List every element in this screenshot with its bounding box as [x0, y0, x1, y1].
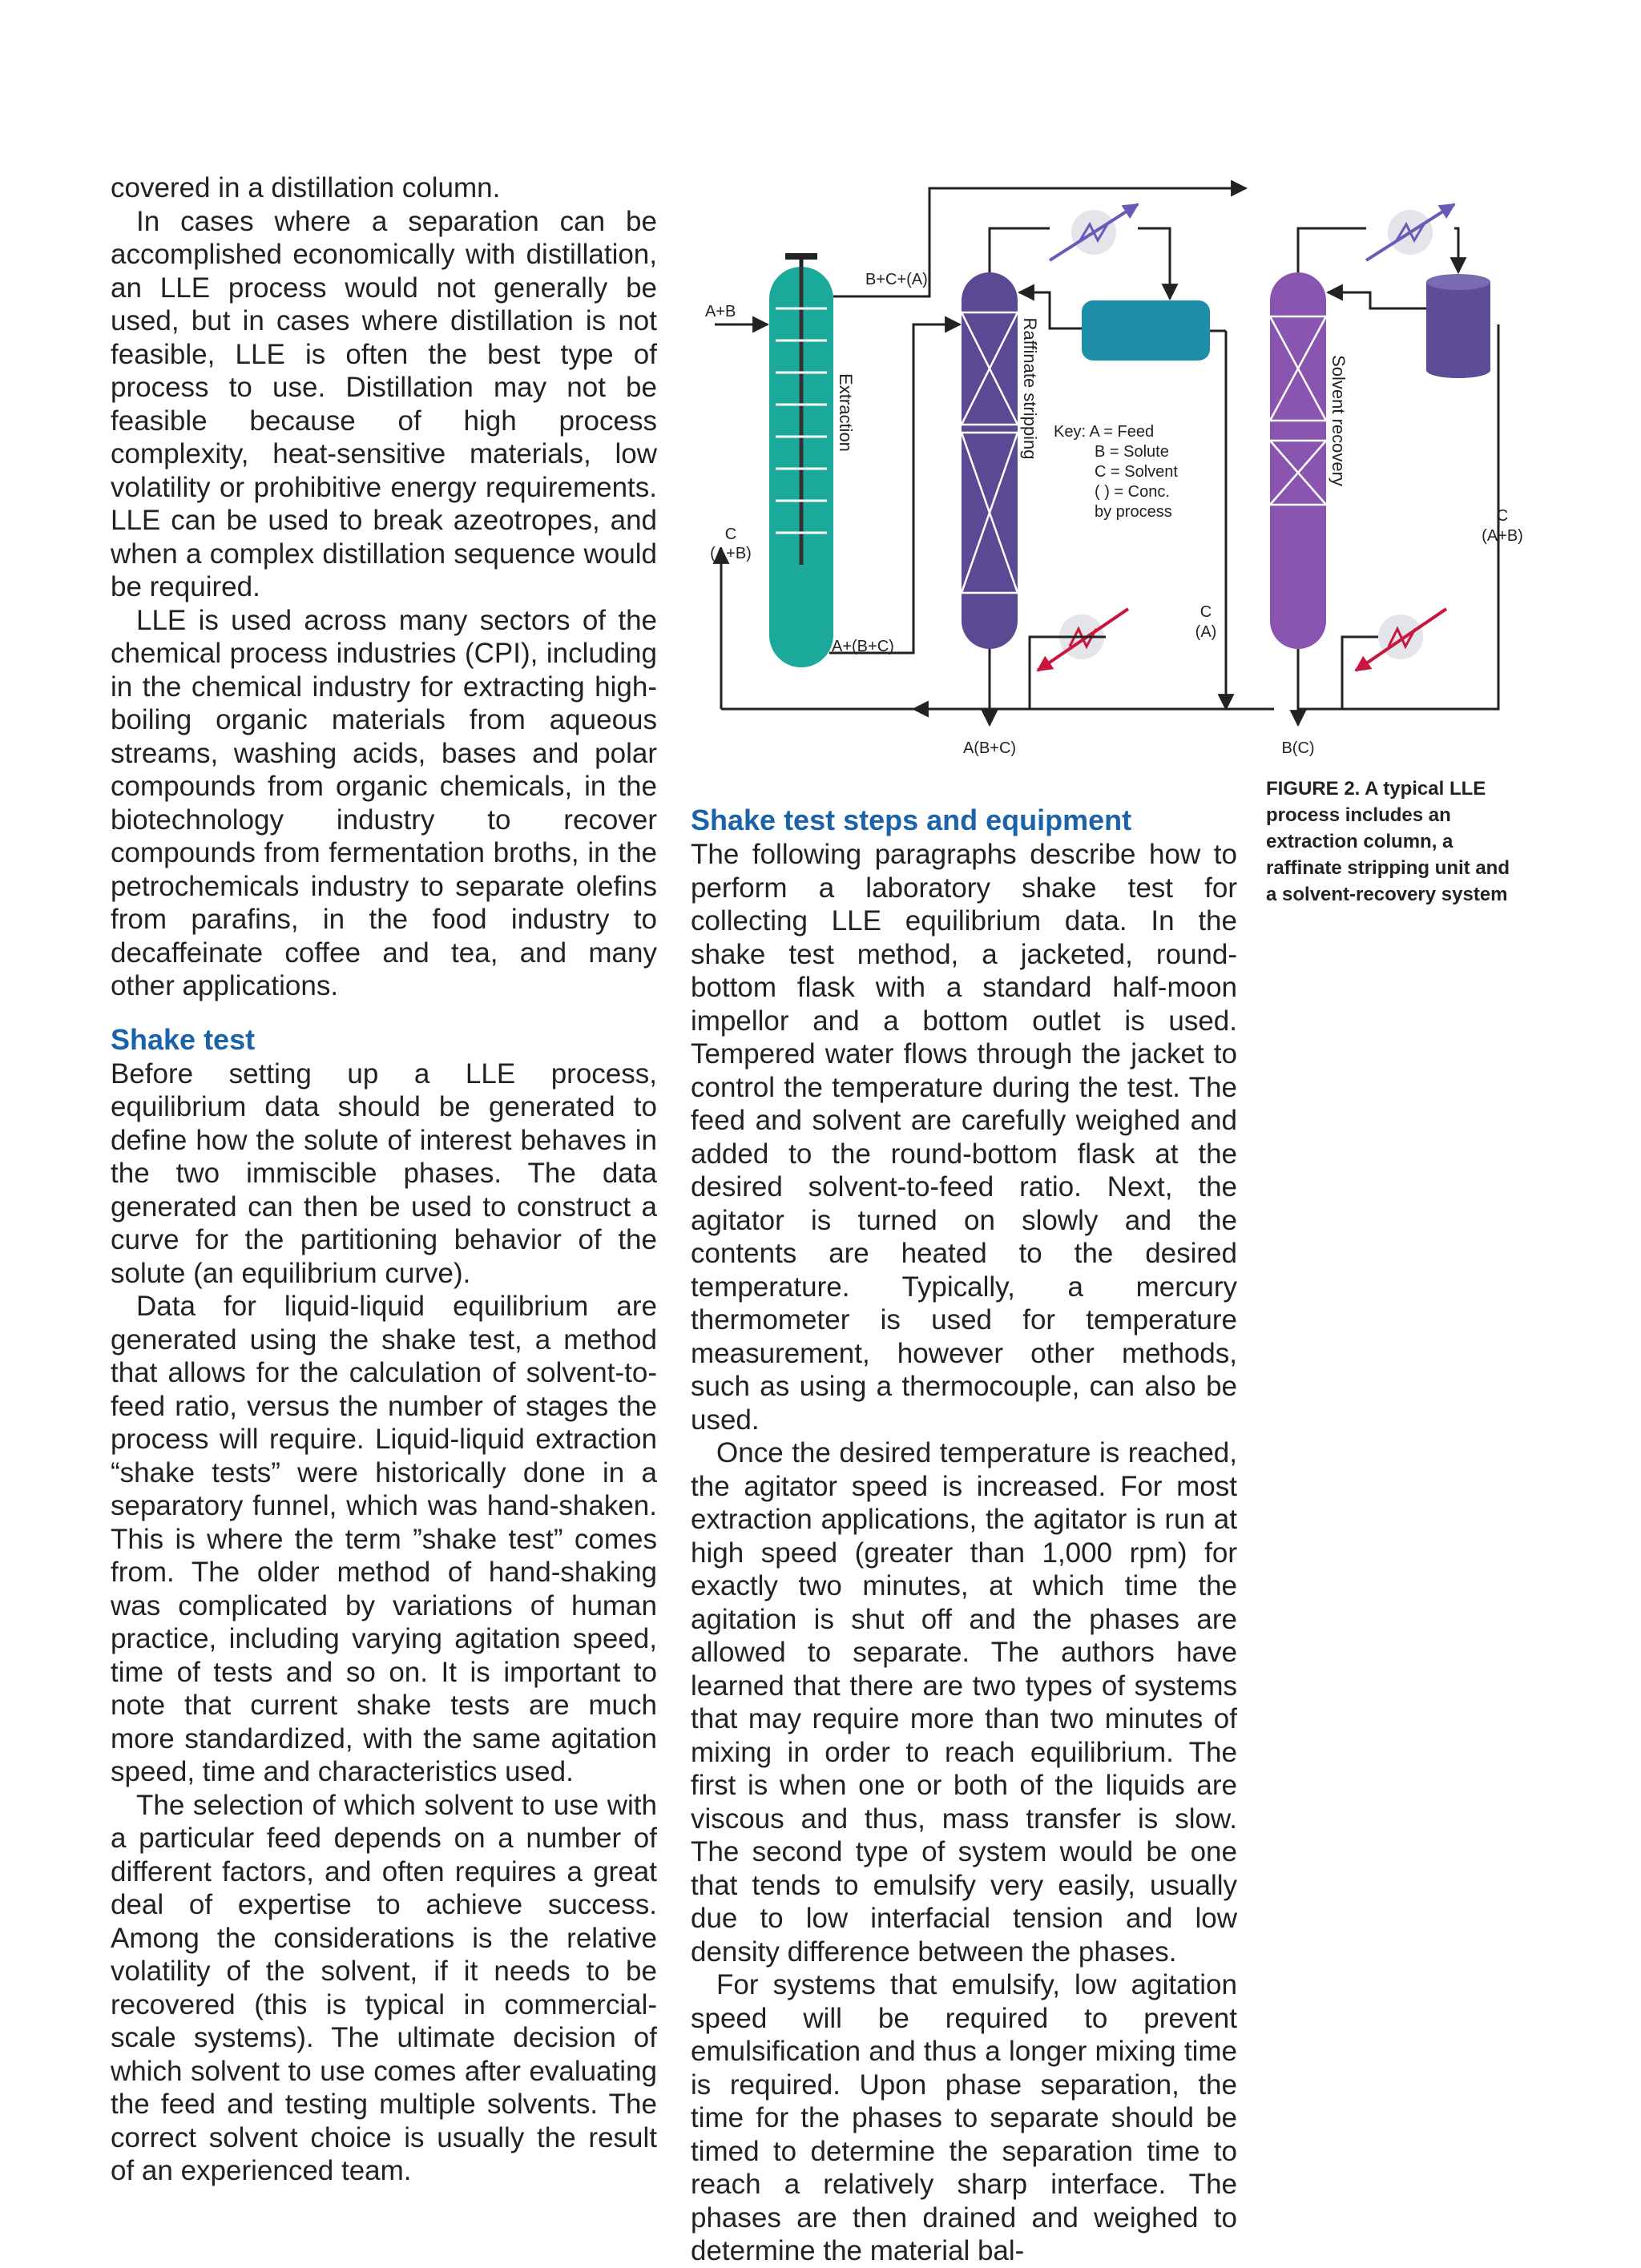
recovery-reboiler [1356, 609, 1446, 671]
decanter-vessel [1082, 300, 1210, 361]
key-line-3: C = Solvent [1095, 463, 1178, 481]
key-line-1: Key: A = Feed [1054, 423, 1155, 441]
left-paragraph-6: The selection of which solvent to use with a particular feed depends on a number of different factors, and often requires a great deal of expertise to achieve success. Among the considerations is the relative volatility of the solvent, if it needs to be recovered (this is typical in commercial-scale systems). The ultimate decision of which solvent to use comes after evaluating the feed and testing multiple solvents. The correct solvent choice is usually the result of an experienced team. [111, 1789, 657, 2186]
diagram-key [1054, 423, 1178, 521]
key-line-4: ( ) = Conc. [1095, 483, 1170, 501]
label-c-a-1: C [1200, 603, 1212, 621]
right-paragraph-3: For systems that emulsify, low agitation speed will be required to prevent emulsification and thus a longer mixing time is required. Upon phase separation, the time for the phases to separate should be timed to determine the separation time to reach a relatively sharp interface. The phases are then drained and weighed to determine the material bal- [691, 1969, 1237, 2266]
label-solvent-in-2: (A+B) [710, 545, 752, 562]
label-recycle-2: (A+B) [1482, 527, 1523, 545]
label-raffinate-out: A(B+C) [962, 739, 1017, 757]
label-c-a-2: (A) [1195, 623, 1217, 641]
figure-caption-text: A typical LLE process includes an extraction column, a raffinate stripping unit and a solvent-recovery system [1266, 778, 1510, 905]
right-column [691, 803, 1237, 2268]
raffinate-stripping-column [962, 272, 1018, 649]
heading-shake-test-steps: Shake test steps and equipment [691, 804, 1132, 836]
figure-caption [1266, 775, 1522, 908]
left-paragraph-5: Data for liquid-liquid equilibrium are generated using the shake test, a method that allows for the calculation of solvent-to-feed ratio, versus the number of stages the process will require. Liquid-liquid extraction “shake tests” were historically done in a separatory funnel, which was hand-shaken. This is where the term ”shake test” comes from. The older method of hand-shaking was complicated by variations of human practice, including varying agitation speed, time of tests and so on. It is important to note that current shake tests are much more standardized, with the same agitation speed, time and characteristics used. [111, 1291, 657, 1787]
left-paragraph-1: covered in a distillation column. [111, 172, 501, 203]
heading-shake-test: Shake test [111, 1022, 256, 1056]
left-column [111, 171, 657, 2188]
left-paragraph-4: Before setting up a LLE process, equilibrium data should be generated to define how the solute of interest behaves in the two immiscible phases. The data generated can then be used to construct a curve for the partitioning behavior of the solute (an equilibrium curve). [111, 1057, 657, 1289]
recovery-condenser [1366, 204, 1454, 260]
right-paragraph-2: Once the desired temperature is reached, the agitator speed is increased. For most extraction applications, the agitator is run at high speed (greater than 1,000 rpm) for exactly two minutes, at which time the agitation is shut off and the phases are allowed to separate. The authors have learned that there are two types of systems that may require more than two minutes of mixing in order to reach equilibrium. The first is when one or both of the liquids are viscous and thus, mass transfer is slow. The second type of system would be one that tends to emulsify very easily, usually due to low interfacial tension and low density difference between the phases. [691, 1437, 1237, 1968]
label-feed: A+B [705, 303, 736, 320]
figure-number: FIGURE 2. [1266, 778, 1361, 800]
solvent-recovery-label: Solvent recovery [1329, 355, 1349, 486]
right-paragraph-1: The following paragraphs describe how to perform a laboratory shake test for collecting LLE equilibrium data. In the shake test method, a jacketed, round-bottom flask with a standard half-moon impellor and a bottom outlet is used. Tempered water flows through the jacket to control the temperature during the test. The feed and solvent are carefully weighed and added to the round-bottom flask at the desired solvent-to-feed ratio. Next, the agitator is turned on slowly and the contents are heated to the desired temperature. Typically, a mercury thermometer is used for temperature measurement, however other methods, such as using a thermocouple, can also be used. [691, 839, 1237, 1436]
extraction-label: Extraction [836, 373, 856, 452]
label-bottom-stream: A+(B+C) [832, 638, 894, 655]
extraction-column [769, 256, 833, 667]
left-paragraph-2: In cases where a separation can be accomplished economically with distillation, an LLE process would not generally be used, but in cases where distillation is not feasible, LLE is often the best type of process to use. Distillation may not be feasible because of high process complexity, heat-sensitive materials, low volatility or prohibitive energy requirements. LLE can be used to break azeotropes, and when a complex distillation sequence would be required. [111, 205, 657, 602]
key-line-5: by process [1095, 503, 1172, 521]
left-paragraph-3: LLE is used across many sectors of the chemical process industries (CPI), including in the chemical industry for extracting high-boiling organic materials from aqueous streams, washing acids, bases and polar compounds from organic chemicals, in the biotechnology industry to recover compounds from fermentation broths, in the petrochemicals industry to separate olefins from parafins, in the food industry to decaffeinate coffee and tea, and many other applications. [111, 604, 657, 1001]
label-product-out: B(C) [1281, 739, 1315, 757]
key-line-2: B = Solute [1095, 443, 1169, 461]
label-solvent-in-1: C [724, 526, 737, 543]
raffinate-stripping-label: Raffinate stripping [1020, 317, 1040, 460]
raffinate-reboiler [1038, 609, 1128, 671]
raffinate-condenser [1050, 204, 1138, 260]
lle-process-diagram [697, 180, 1530, 773]
label-recycle-1: C [1496, 507, 1509, 525]
label-top-stream: B+C+(A) [865, 271, 928, 288]
solvent-drum [1426, 274, 1490, 378]
solvent-recovery-column [1270, 272, 1326, 649]
